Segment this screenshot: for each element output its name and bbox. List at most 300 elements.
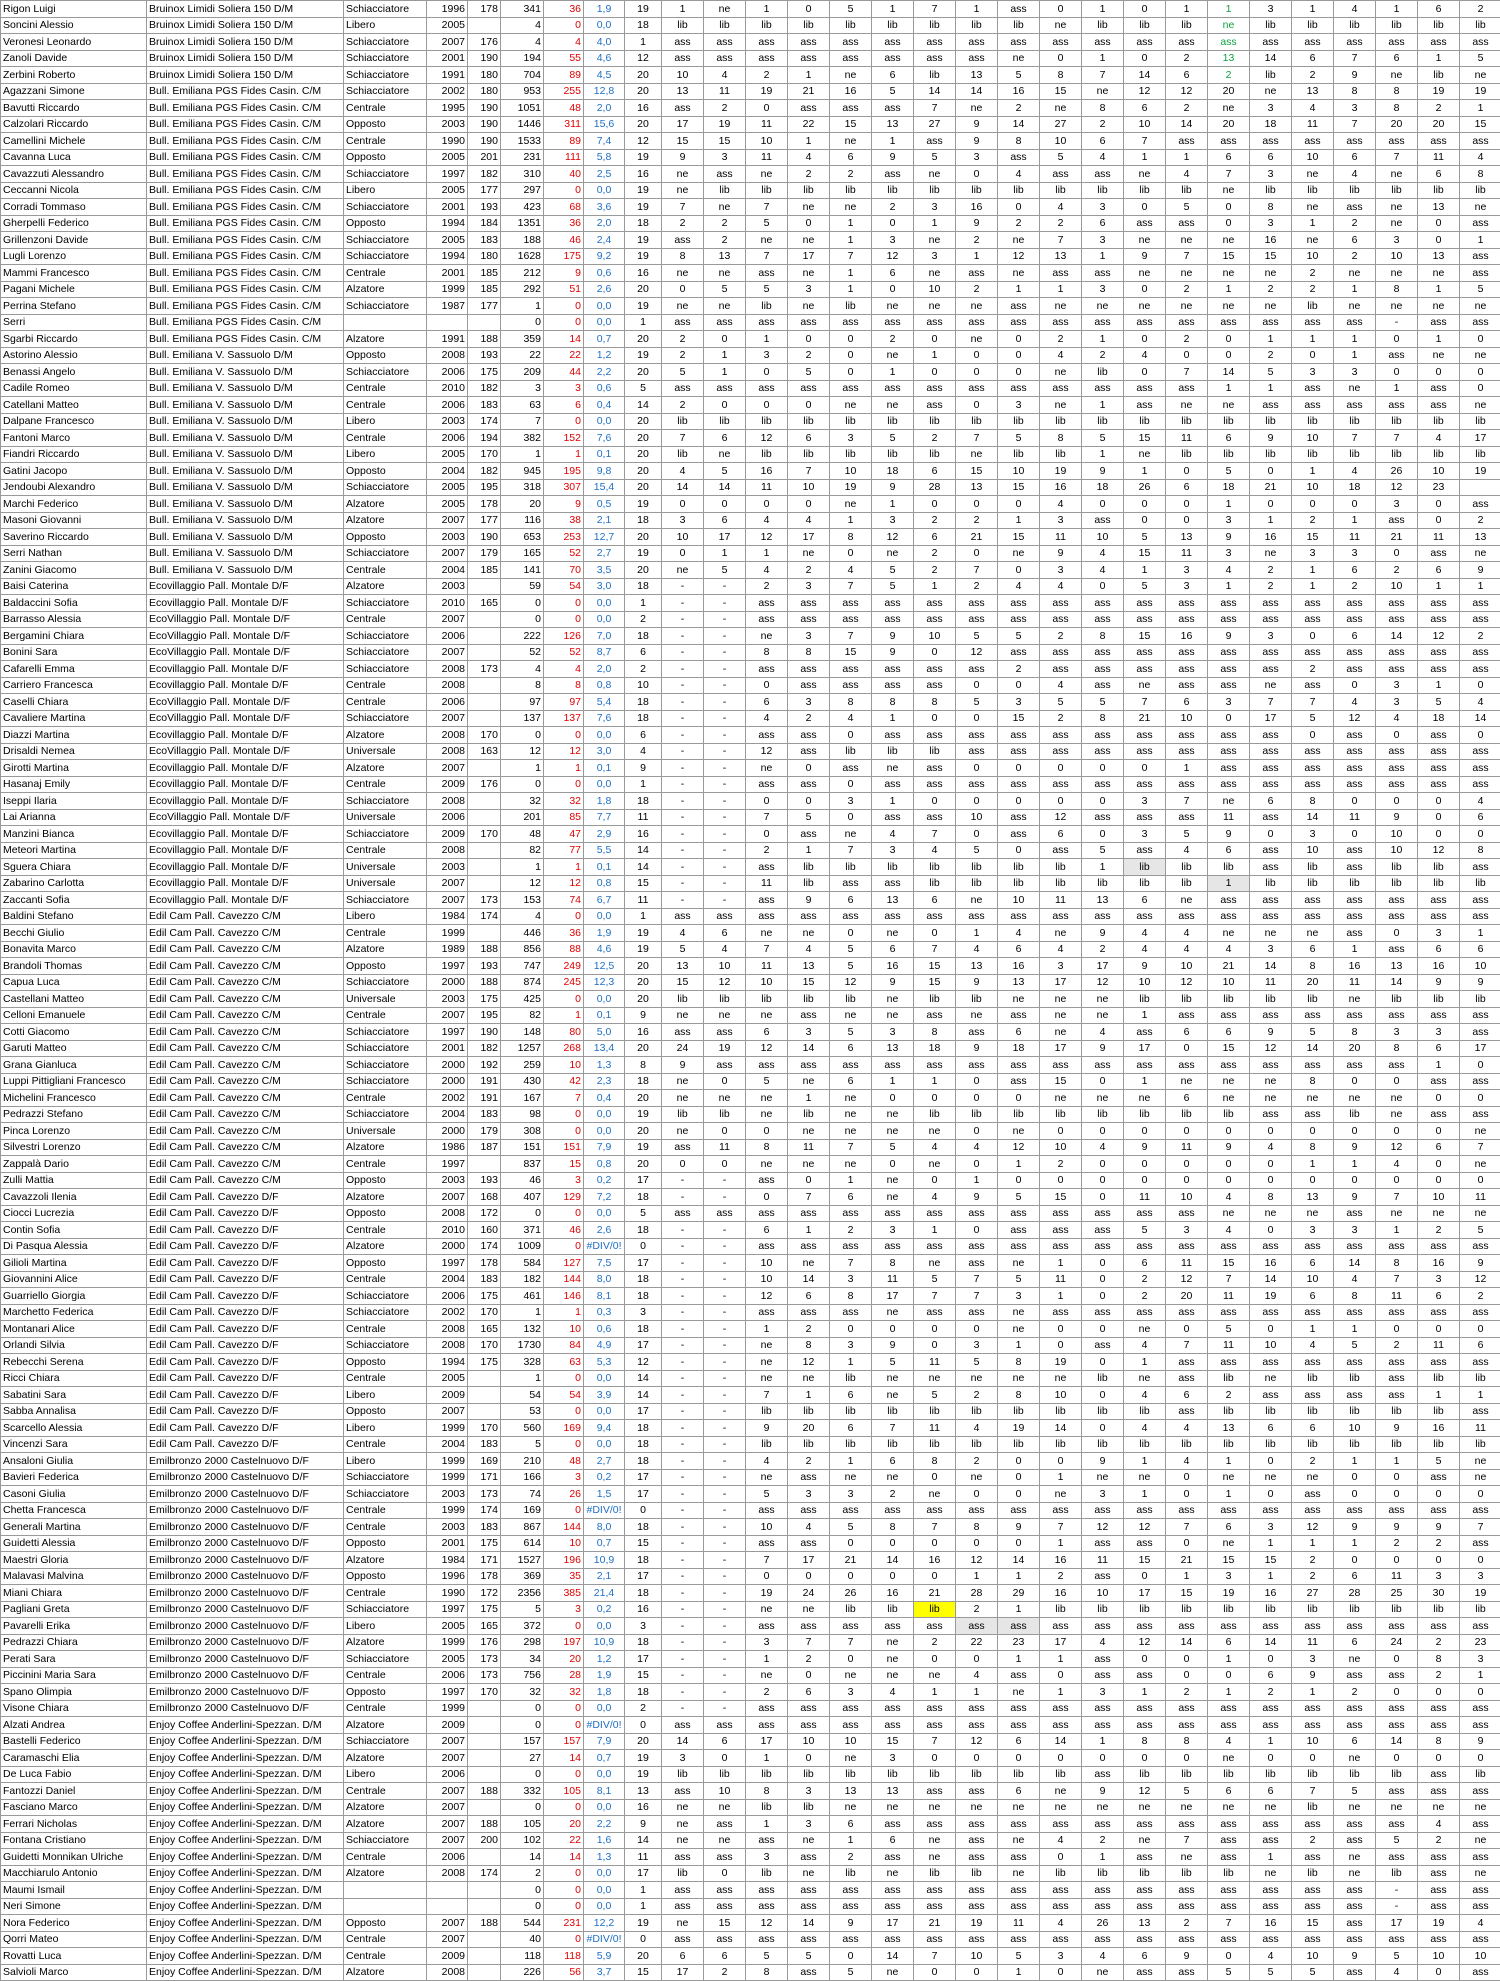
match-score-cell[interactable]: lib [1082,364,1124,381]
match-score-cell[interactable]: 9 [788,892,830,909]
matches-cell[interactable]: 6 [625,644,662,661]
match-score-cell[interactable]: ass [1124,397,1166,414]
match-score-cell[interactable]: ass [746,380,788,397]
career-points-cell[interactable]: 20 [501,496,544,513]
match-score-cell[interactable]: 10 [704,958,746,975]
match-score-cell[interactable]: ne [914,1255,956,1272]
match-score-cell[interactable]: 17 [1040,1634,1082,1651]
match-score-cell[interactable]: ass [1250,1618,1292,1635]
match-score-cell[interactable]: ne [1208,1205,1250,1222]
match-score-cell[interactable]: 2 [956,1453,998,1470]
match-score-cell[interactable]: 10 [956,809,998,826]
match-score-cell[interactable]: ne [830,67,872,84]
average-cell[interactable]: 3,9 [584,1387,625,1404]
match-score-cell[interactable]: 1 [788,67,830,84]
matches-cell[interactable]: 18 [625,17,662,34]
player-name-cell[interactable]: Guarriello Giorgia [1,1288,147,1305]
match-score-cell[interactable]: ne [662,1915,704,1932]
match-score-cell[interactable]: lib [1166,1436,1208,1453]
birth-year-cell[interactable]: 2005 [427,149,468,166]
match-score-cell[interactable]: 9 [872,644,914,661]
match-score-cell[interactable]: 14 [872,1552,914,1569]
height-cell[interactable]: 194 [468,430,501,447]
match-score-cell[interactable]: 13 [1460,529,1500,546]
match-score-cell[interactable]: ne [1040,364,1082,381]
match-score-cell[interactable]: ass [830,314,872,331]
match-score-cell[interactable]: ass [998,34,1040,51]
match-score-cell[interactable]: 2 [872,331,914,348]
match-score-cell[interactable]: ass [1166,727,1208,744]
match-score-cell[interactable]: ass [1040,380,1082,397]
season-points-cell[interactable]: 48 [544,100,584,117]
match-score-cell[interactable]: 6 [1334,1634,1376,1651]
role-cell[interactable]: Schiacciatore [344,545,427,562]
match-score-cell[interactable]: 0 [1334,496,1376,513]
career-points-cell[interactable]: 747 [501,958,544,975]
average-cell[interactable]: 0,0 [584,298,625,315]
career-points-cell[interactable]: 0 [501,1766,544,1783]
match-score-cell[interactable]: ass [1460,776,1500,793]
career-points-cell[interactable]: 0 [501,776,544,793]
height-cell[interactable]: 178 [468,1568,501,1585]
season-points-cell[interactable]: 0 [544,1123,584,1140]
match-score-cell[interactable]: - [662,793,704,810]
career-points-cell[interactable]: 1446 [501,116,544,133]
role-cell[interactable]: Schiacciatore [344,1288,427,1305]
match-score-cell[interactable]: 12 [872,529,914,546]
birth-year-cell[interactable]: 2008 [427,1964,468,1981]
match-score-cell[interactable]: 1 [1208,578,1250,595]
birth-year-cell[interactable]: 1996 [427,1568,468,1585]
match-score-cell[interactable]: 2 [830,1222,872,1239]
match-score-cell[interactable]: ass [1376,512,1418,529]
career-points-cell[interactable]: 310 [501,166,544,183]
match-score-cell[interactable]: lib [746,1865,788,1882]
match-score-cell[interactable]: ass [872,50,914,67]
match-score-cell[interactable]: lib [1166,446,1208,463]
match-score-cell[interactable]: ass [746,859,788,876]
match-score-cell[interactable]: ass [1208,1816,1250,1833]
match-score-cell[interactable]: ass [1250,1700,1292,1717]
season-points-cell[interactable]: 118 [544,1948,584,1965]
match-score-cell[interactable]: 0 [1418,1964,1460,1981]
match-score-cell[interactable]: 1 [1376,1453,1418,1470]
match-score-cell[interactable]: ass [1460,760,1500,777]
player-name-cell[interactable]: Pavarelli Erika [1,1618,147,1635]
match-score-cell[interactable]: 6 [1418,1040,1460,1057]
season-points-cell[interactable]: 0 [544,413,584,430]
match-score-cell[interactable]: ass [662,380,704,397]
match-score-cell[interactable]: lib [1124,875,1166,892]
average-cell[interactable]: 0,5 [584,496,625,513]
match-score-cell[interactable]: ass [788,727,830,744]
match-score-cell[interactable]: 21 [1208,958,1250,975]
team-cell[interactable]: Emilbronzo 2000 Castelnuovo D/F [147,1502,344,1519]
match-score-cell[interactable]: lib [1166,1865,1208,1882]
height-cell[interactable] [468,314,501,331]
match-score-cell[interactable]: 2 [872,1486,914,1503]
career-points-cell[interactable]: 0 [501,1898,544,1915]
match-score-cell[interactable]: 10 [1376,826,1418,843]
match-score-cell[interactable]: ass [1208,595,1250,612]
match-score-cell[interactable]: 19 [956,1915,998,1932]
role-cell[interactable]: Schiacciatore [344,298,427,315]
match-score-cell[interactable]: lib [998,859,1040,876]
match-score-cell[interactable]: 12 [1166,83,1208,100]
match-score-cell[interactable]: 7 [746,809,788,826]
career-points-cell[interactable]: 1351 [501,215,544,232]
match-score-cell[interactable]: 9 [662,1057,704,1074]
match-score-cell[interactable]: 6 [1334,628,1376,645]
matches-cell[interactable]: 20 [625,991,662,1008]
career-points-cell[interactable]: 297 [501,182,544,199]
season-points-cell[interactable]: 97 [544,694,584,711]
match-score-cell[interactable]: ne [1292,1090,1334,1107]
match-score-cell[interactable]: 4 [788,941,830,958]
match-score-cell[interactable]: 3 [1292,1651,1334,1668]
match-score-cell[interactable]: 0 [1460,1486,1500,1503]
match-score-cell[interactable]: ass [746,1832,788,1849]
match-score-cell[interactable]: 2 [956,512,998,529]
match-score-cell[interactable]: ass [1376,1667,1418,1684]
match-score-cell[interactable]: 16 [1250,1915,1292,1932]
average-cell[interactable]: 2,6 [584,281,625,298]
match-score-cell[interactable]: 14 [1376,1733,1418,1750]
match-score-cell[interactable]: 0 [1334,1073,1376,1090]
match-score-cell[interactable]: 20 [1208,83,1250,100]
match-score-cell[interactable]: 3 [1376,1024,1418,1041]
match-score-cell[interactable]: - [662,859,704,876]
match-score-cell[interactable]: ne [872,1469,914,1486]
match-score-cell[interactable]: 3 [1292,545,1334,562]
match-score-cell[interactable]: lib [1376,17,1418,34]
average-cell[interactable]: 13,4 [584,1040,625,1057]
match-score-cell[interactable]: 12 [746,1040,788,1057]
height-cell[interactable]: 180 [468,67,501,84]
role-cell[interactable]: Schiacciatore [344,1832,427,1849]
match-score-cell[interactable]: 9 [1208,826,1250,843]
match-score-cell[interactable]: ass [1166,661,1208,678]
match-score-cell[interactable]: 8 [1376,281,1418,298]
match-score-cell[interactable]: lib [662,1106,704,1123]
match-score-cell[interactable]: ass [998,809,1040,826]
player-name-cell[interactable]: Zabarino Carlotta [1,875,147,892]
match-score-cell[interactable]: lib [746,1403,788,1420]
height-cell[interactable]: 190 [468,529,501,546]
match-score-cell[interactable]: 0 [998,1486,1040,1503]
player-name-cell[interactable]: Ferrari Nicholas [1,1816,147,1833]
player-name-cell[interactable]: Gilioli Martina [1,1255,147,1272]
match-score-cell[interactable]: - [662,1370,704,1387]
match-score-cell[interactable]: ass [914,34,956,51]
match-score-cell[interactable]: 27 [914,116,956,133]
match-score-cell[interactable]: 4 [1460,793,1500,810]
match-score-cell[interactable]: 8 [914,1024,956,1041]
match-score-cell[interactable]: ass [1250,892,1292,909]
role-cell[interactable]: Schiacciatore [344,1601,427,1618]
match-score-cell[interactable]: ass [1208,133,1250,150]
match-score-cell[interactable]: 7 [662,199,704,216]
team-cell[interactable]: Enjoy Coffee Anderlini-Spezzan. D/M [147,1799,344,1816]
match-score-cell[interactable]: 2 [1460,512,1500,529]
match-score-cell[interactable]: ass [1124,1898,1166,1915]
player-name-cell[interactable]: Baisi Caterina [1,578,147,595]
match-score-cell[interactable]: 10 [788,1733,830,1750]
match-score-cell[interactable]: 2 [1040,215,1082,232]
match-score-cell[interactable]: 0 [998,364,1040,381]
match-score-cell[interactable]: 3 [830,793,872,810]
match-score-cell[interactable]: lib [1418,859,1460,876]
height-cell[interactable]: 178 [468,1255,501,1272]
matches-cell[interactable]: 14 [625,1370,662,1387]
match-score-cell[interactable]: 15 [1040,1073,1082,1090]
match-score-cell[interactable]: - [662,1321,704,1338]
match-score-cell[interactable]: ass [746,1535,788,1552]
match-score-cell[interactable]: 10 [1418,1948,1460,1965]
match-score-cell[interactable]: ne [1292,1205,1334,1222]
match-score-cell[interactable]: 0 [1292,347,1334,364]
match-score-cell[interactable]: 0 [788,1667,830,1684]
match-score-cell[interactable]: 0 [956,496,998,513]
match-score-cell[interactable]: lib [1292,182,1334,199]
birth-year-cell[interactable]: 1997 [427,958,468,975]
match-score-cell[interactable]: ass [1166,908,1208,925]
match-score-cell[interactable]: ne [1460,1123,1500,1140]
match-score-cell[interactable]: 9 [1124,248,1166,265]
match-score-cell[interactable]: ne [956,1469,998,1486]
role-cell[interactable]: Schiacciatore [344,1304,427,1321]
match-score-cell[interactable]: - [704,1700,746,1717]
match-score-cell[interactable]: 2 [1334,578,1376,595]
matches-cell[interactable]: 20 [625,529,662,546]
match-score-cell[interactable]: ass [872,661,914,678]
match-score-cell[interactable]: ass [956,1783,998,1800]
birth-year-cell[interactable]: 2008 [427,793,468,810]
match-score-cell[interactable]: ass [1040,595,1082,612]
team-cell[interactable]: Emilbronzo 2000 Castelnuovo D/F [147,1601,344,1618]
matches-cell[interactable]: 20 [625,1123,662,1140]
match-score-cell[interactable]: 11 [1040,892,1082,909]
season-points-cell[interactable]: 56 [544,1964,584,1981]
average-cell[interactable]: 0,0 [584,1700,625,1717]
match-score-cell[interactable]: ass [1166,215,1208,232]
role-cell[interactable]: Alzatore [344,281,427,298]
match-score-cell[interactable]: ne [1208,1750,1250,1767]
match-score-cell[interactable]: lib [1250,67,1292,84]
match-score-cell[interactable]: 2 [1166,1684,1208,1701]
career-points-cell[interactable]: 4 [501,17,544,34]
match-score-cell[interactable]: ass [1460,1717,1500,1734]
match-score-cell[interactable]: 6 [1250,1667,1292,1684]
height-cell[interactable]: 173 [468,892,501,909]
match-score-cell[interactable]: lib [830,1436,872,1453]
match-score-cell[interactable]: 0 [1124,1,1166,18]
match-score-cell[interactable]: lib [1376,991,1418,1008]
season-points-cell[interactable]: 46 [544,1222,584,1239]
match-score-cell[interactable]: lib [1124,1403,1166,1420]
match-score-cell[interactable]: lib [788,1403,830,1420]
match-score-cell[interactable]: lib [998,413,1040,430]
player-name-cell[interactable]: Castellani Matteo [1,991,147,1008]
matches-cell[interactable]: 20 [625,430,662,447]
match-score-cell[interactable]: ass [1292,380,1334,397]
match-score-cell[interactable]: ne [830,1156,872,1173]
birth-year-cell[interactable]: 1984 [427,908,468,925]
match-score-cell[interactable]: ass [872,1717,914,1734]
match-score-cell[interactable]: ne [662,298,704,315]
match-score-cell[interactable]: 8 [1040,67,1082,84]
match-score-cell[interactable]: 10 [1040,1139,1082,1156]
team-cell[interactable]: Enjoy Coffee Anderlini-Spezzan. D/M [147,1766,344,1783]
match-score-cell[interactable]: 10 [1292,1948,1334,1965]
match-score-cell[interactable]: ass [1040,1502,1082,1519]
career-points-cell[interactable]: 82 [501,842,544,859]
match-score-cell[interactable]: ass [1250,1354,1292,1371]
match-score-cell[interactable]: - [704,1288,746,1305]
match-score-cell[interactable]: - [704,1568,746,1585]
career-points-cell[interactable]: 653 [501,529,544,546]
match-score-cell[interactable]: lib [788,875,830,892]
match-score-cell[interactable]: 5 [746,1486,788,1503]
average-cell[interactable]: 2,6 [584,1222,625,1239]
match-score-cell[interactable]: ass [1292,611,1334,628]
average-cell[interactable]: 15,6 [584,116,625,133]
match-score-cell[interactable]: ne [746,925,788,942]
match-score-cell[interactable]: ne [872,925,914,942]
match-score-cell[interactable]: 1 [704,545,746,562]
season-points-cell[interactable]: 0 [544,1717,584,1734]
match-score-cell[interactable]: 3 [1082,281,1124,298]
match-score-cell[interactable]: 0 [1376,1073,1418,1090]
match-score-cell[interactable]: 19 [746,83,788,100]
match-score-cell[interactable]: 4 [1334,694,1376,711]
match-score-cell[interactable]: 8 [1292,793,1334,810]
match-score-cell[interactable]: 1 [830,232,872,249]
match-score-cell[interactable]: 10 [914,281,956,298]
role-cell[interactable]: Alzatore [344,1964,427,1981]
match-score-cell[interactable]: ass [1418,34,1460,51]
match-score-cell[interactable]: 6 [1418,1,1460,18]
team-cell[interactable]: Bull. Emiliana PGS Fides Casin. C/M [147,298,344,315]
match-score-cell[interactable]: 11 [1460,1420,1500,1437]
birth-year-cell[interactable]: 2000 [427,1238,468,1255]
matches-cell[interactable]: 20 [625,67,662,84]
match-score-cell[interactable]: lib [1250,1766,1292,1783]
match-score-cell[interactable]: ass [1376,941,1418,958]
match-score-cell[interactable]: 0 [1250,1750,1292,1767]
match-score-cell[interactable]: 1 [746,545,788,562]
match-score-cell[interactable]: 3 [1208,545,1250,562]
match-score-cell[interactable]: 21 [830,1552,872,1569]
match-score-cell[interactable]: 12 [998,1139,1040,1156]
match-score-cell[interactable]: 3 [1040,1948,1082,1965]
team-cell[interactable]: Enjoy Coffee Anderlini-Spezzan. D/M [147,1882,344,1899]
player-name-cell[interactable]: Neri Simone [1,1898,147,1915]
match-score-cell[interactable]: 4 [998,166,1040,183]
career-points-cell[interactable]: 0 [501,611,544,628]
match-score-cell[interactable]: 3 [1250,628,1292,645]
birth-year-cell[interactable]: 2008 [427,1321,468,1338]
match-score-cell[interactable]: 12 [1376,1139,1418,1156]
match-score-cell[interactable]: ass [1334,1898,1376,1915]
match-score-cell[interactable]: 5 [746,1948,788,1965]
match-score-cell[interactable]: 0 [830,1651,872,1668]
match-score-cell[interactable]: 7 [1376,430,1418,447]
match-score-cell[interactable]: 3 [1082,232,1124,249]
match-score-cell[interactable]: 4 [1124,1337,1166,1354]
average-cell[interactable]: 3,0 [584,578,625,595]
match-score-cell[interactable]: lib [872,182,914,199]
match-score-cell[interactable]: - [662,611,704,628]
match-score-cell[interactable]: lib [830,298,872,315]
height-cell[interactable]: 183 [468,397,501,414]
player-name-cell[interactable]: Fontana Cristiano [1,1832,147,1849]
match-score-cell[interactable]: lib [1250,182,1292,199]
match-score-cell[interactable]: 2 [788,166,830,183]
match-score-cell[interactable]: 0 [1292,1123,1334,1140]
match-score-cell[interactable]: 1 [788,1387,830,1404]
match-score-cell[interactable]: 8 [1124,1733,1166,1750]
height-cell[interactable]: 187 [468,1139,501,1156]
match-score-cell[interactable]: lib [830,743,872,760]
match-score-cell[interactable]: ass [998,314,1040,331]
match-score-cell[interactable]: ne [704,1090,746,1107]
match-score-cell[interactable]: 2 [1208,67,1250,84]
height-cell[interactable] [468,842,501,859]
match-score-cell[interactable]: 0 [1334,677,1376,694]
role-cell[interactable]: Libero [344,413,427,430]
match-score-cell[interactable]: lib [1040,182,1082,199]
match-score-cell[interactable]: ass [1292,1618,1334,1635]
match-score-cell[interactable]: 1 [746,1651,788,1668]
match-score-cell[interactable]: ass [662,1783,704,1800]
match-score-cell[interactable]: 6 [914,892,956,909]
match-score-cell[interactable]: ass [1082,1717,1124,1734]
match-score-cell[interactable]: ass [998,776,1040,793]
match-score-cell[interactable]: 3 [1334,545,1376,562]
birth-year-cell[interactable]: 2007 [427,1403,468,1420]
match-score-cell[interactable]: lib [1040,1601,1082,1618]
match-score-cell[interactable]: 0 [1208,1172,1250,1189]
season-points-cell[interactable]: 26 [544,1486,584,1503]
match-score-cell[interactable]: 4 [1208,1733,1250,1750]
match-score-cell[interactable]: ne [1376,199,1418,216]
match-score-cell[interactable]: 14 [788,1040,830,1057]
match-score-cell[interactable]: 0 [956,793,998,810]
match-score-cell[interactable]: 26 [1124,479,1166,496]
player-name-cell[interactable]: Celloni Emanuele [1,1007,147,1024]
match-score-cell[interactable]: lib [914,67,956,84]
match-score-cell[interactable]: ass [830,1238,872,1255]
match-score-cell[interactable]: ne [830,397,872,414]
matches-cell[interactable]: 19 [625,149,662,166]
match-score-cell[interactable]: 3 [830,1337,872,1354]
match-score-cell[interactable]: 10 [1292,1271,1334,1288]
match-score-cell[interactable]: ass [914,1816,956,1833]
role-cell[interactable]: Libero [344,1420,427,1437]
role-cell[interactable]: Libero [344,446,427,463]
match-score-cell[interactable]: - [662,1651,704,1668]
match-score-cell[interactable]: ne [1250,83,1292,100]
match-score-cell[interactable]: 7 [830,842,872,859]
match-score-cell[interactable]: 12 [1376,479,1418,496]
match-score-cell[interactable]: 1 [956,925,998,942]
match-score-cell[interactable]: ass [1376,1502,1418,1519]
match-score-cell[interactable]: ass [1040,1717,1082,1734]
match-score-cell[interactable]: 0 [1460,677,1500,694]
role-cell[interactable]: Centrale [344,694,427,711]
match-score-cell[interactable]: 4 [1040,578,1082,595]
